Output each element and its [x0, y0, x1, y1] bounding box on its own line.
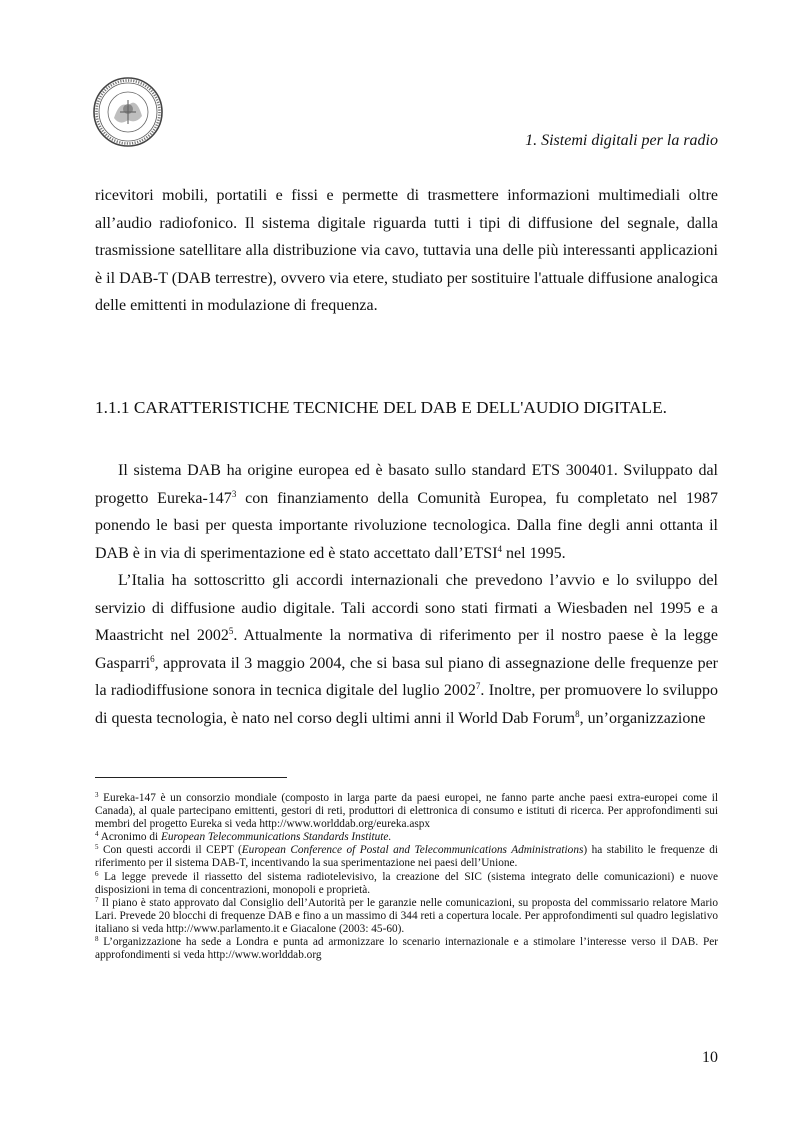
footnote-ref[interactable]: 5: [228, 626, 234, 636]
footnote: $^3$ Eureka-147 è un consorzio mondiale (composto in larga parte da paesi europei, ne fanno parte anche paesi extra-europei come il Canada), al quale partecipano emittenti, gestori di reti, produttori di elettronica di consumo e istituti di ricerca. Per approfondimenti sui membri del progetto Eureka si veda http://www.worlddab.org/eureka.aspx: [95, 791, 718, 831]
footnote: $^5$ Con questi accordi il CEPT (European Conference of Postal and Telecommunications Administrations) ha stabilito le frequenze di riferimento per il sistema DAB-T, incentivando la sua sperimentazione nei paesi dell’Unione.: [95, 843, 718, 870]
footnote: $^4$ Acronimo di European Telecommunications Standards Institute.: [95, 830, 392, 844]
section-heading: 1.1.1 CARATTERISTICHE TECNICHE DEL DAB E DELL'AUDIO DIGITALE.: [95, 398, 667, 417]
footnote-ref[interactable]: 7: [475, 681, 481, 691]
paragraph: L’Italia ha sottoscritto gli accordi internazionali che prevedono l’avvio e lo sviluppo del servizio di diffusione audio digitale. Tali accordi sono stati firmati a Wiesbaden nel 1995 e a Maastricht nel 2002$^5$. Attualmente la normativa di riferimento per il nostro paese è la legge Gasparri$^6$, approvata il 3 maggio 2004, che si basa sul piano di assegnazione delle frequenze per la radiodiffusione sonora in tecnica digitale del luglio 2002$^7$. Inoltre, per promuovere lo sviluppo di questa tecnologia, è nato nel corso degli ultimi anni il World Dab Forum$^8$, un’organizzazione: [95, 572, 718, 727]
footnote-ref[interactable]: 3: [231, 488, 237, 499]
section-body: [95, 457, 718, 732]
intro-text: [95, 182, 718, 320]
page-number: 10: [702, 1049, 718, 1066]
footnote-ref[interactable]: 8: [575, 708, 580, 719]
footnotes: [95, 792, 718, 962]
footnote: $^8$ L’organizzazione ha sede a Londra e punta ad armonizzare lo scenario internazionale e a stimolare l’interesse verso il DAB. Per approfondimenti si veda http://www.worlddab.org: [95, 935, 718, 962]
footnote-ref[interactable]: 4: [497, 543, 503, 554]
paragraph: ricevitori mobili, portatili e fissi e permette di trasmettere informazioni multimediali oltre all’audio radiofonico. Il sistema digitale riguarda tutti i tipi di diffusione del segnale, dalla trasmissione satellitare alla distribuzione via cavo, tuttavia una delle più interessanti applicazioni è il DAB-T (DAB terrestre), ovvero via etere, studiato per sostituire l'attuale diffusione analogica delle emittenti in modulazione di frequenza.: [95, 187, 718, 314]
paragraph: Il sistema DAB ha origine europea ed è basato sullo standard ETS 300401. Sviluppato dal progetto Eureka-$147^3$ con finanziamento della Comunità Europea, fu completato nel 1987 ponendo le basi per questa importante rivoluzione tecnologica. Dalla fine degli anni ottanta il DAB è in via di sperimentazione ed è stato accettato dall’ETSI$^4$ nel 1995.: [95, 462, 719, 562]
running-title: 1. Sistemi digitali per la radio: [525, 132, 718, 149]
university-seal-icon: [92, 76, 164, 148]
footnote: $^6$ La legge prevede il riassetto del sistema radiotelevisivo, la creazione del SIC (sistema integrato delle comunicazioni) e nuove disposizioni in tema di concentrazioni, monopoli e proprietà.: [95, 869, 718, 896]
footnote-divider: [95, 777, 287, 778]
footnote-ref[interactable]: 6: [150, 653, 155, 664]
footnote: $^7$ Il piano è stato approvato dal Consiglio dell’Autorità per le garanzie nelle comunicazioni, su proposta del commissario relatore Mario Lari. Prevede 20 blocchi di frequenze DAB e fino a un massimo di 344 reti a copertura locale. Per approfondimenti sul quadro legislativo italiano si veda http://www.parlamento.it e Giacalone (2003: 45-60).: [95, 895, 718, 935]
